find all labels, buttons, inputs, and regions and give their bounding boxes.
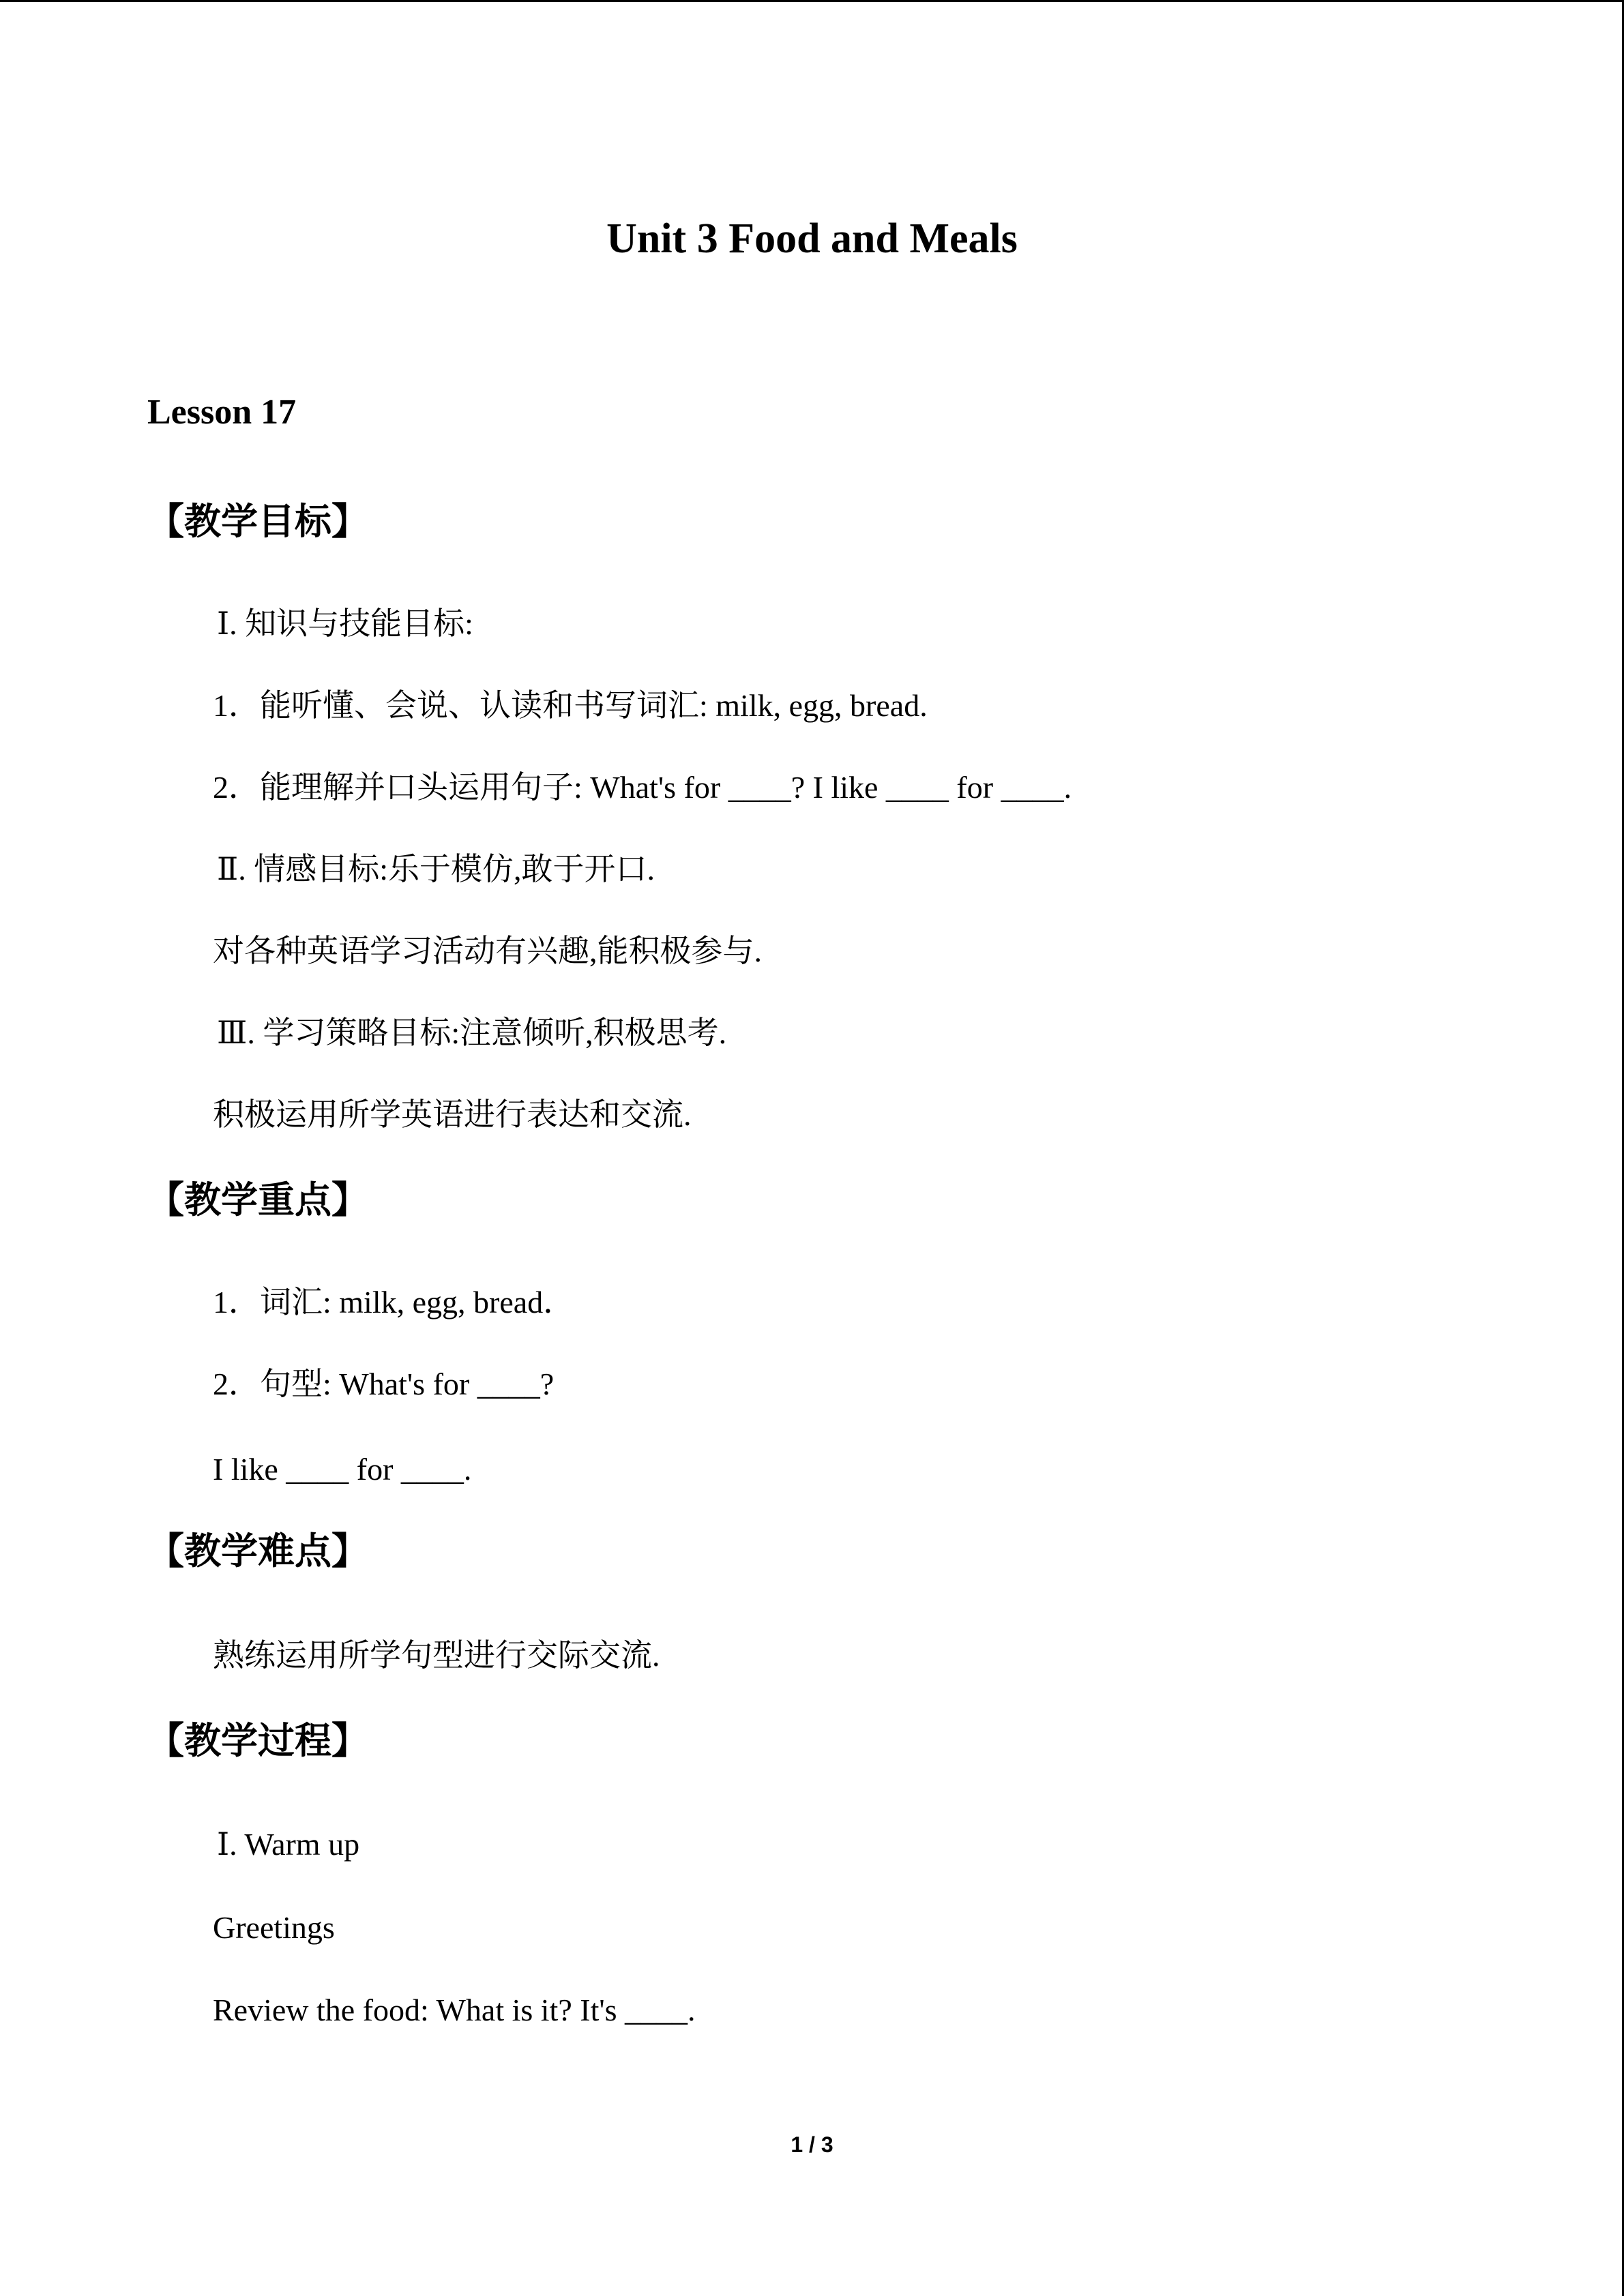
page-title: Unit 3 Food and Meals bbox=[606, 215, 1018, 262]
objectives-line: 对各种英语学习活动有兴趣,能积极参与. bbox=[213, 934, 762, 968]
process-line: Ⅰ. Warm up bbox=[217, 1827, 360, 1862]
lesson-title: Lesson 17 bbox=[147, 393, 297, 432]
section-heading-objectives: 【教学目标】 bbox=[147, 500, 368, 543]
objectives-line: Ⅰ. 知识与技能目标: bbox=[217, 606, 473, 641]
process-line: Greetings bbox=[213, 1910, 335, 1945]
objectives-line: 积极运用所学英语进行表达和交流. bbox=[213, 1097, 692, 1132]
objectives-line: 1．能听懂、会说、认读和书写词汇: milk, egg, bread. bbox=[213, 688, 928, 723]
page-border-top bbox=[0, 0, 1624, 2]
key-points-line: I like ____ for ____. bbox=[213, 1452, 472, 1487]
process-line: Review the food: What is it? It's ____. bbox=[213, 1993, 696, 2027]
section-heading-key-points: 【教学重点】 bbox=[147, 1178, 368, 1221]
objectives-line: Ⅲ. 学习策略目标:注意倾听,积极思考. bbox=[217, 1015, 727, 1050]
objectives-line: 2．能理解并口头运用句子: What's for ____? I like ____ for ____. bbox=[213, 770, 1072, 805]
difficulties-line: 熟练运用所学句型进行交际交流. bbox=[213, 1638, 660, 1673]
objectives-line: Ⅱ. 情感目标:乐于模仿,敢于开口. bbox=[217, 852, 655, 886]
key-points-line: 1．词汇: milk, egg, bread． bbox=[213, 1285, 575, 1320]
section-heading-process: 【教学过程】 bbox=[147, 1719, 368, 1762]
page-number: 1 / 3 bbox=[791, 2132, 833, 2157]
section-heading-difficulties: 【教学难点】 bbox=[147, 1530, 368, 1572]
key-points-line: 2．句型: What's for ____? bbox=[213, 1367, 555, 1401]
